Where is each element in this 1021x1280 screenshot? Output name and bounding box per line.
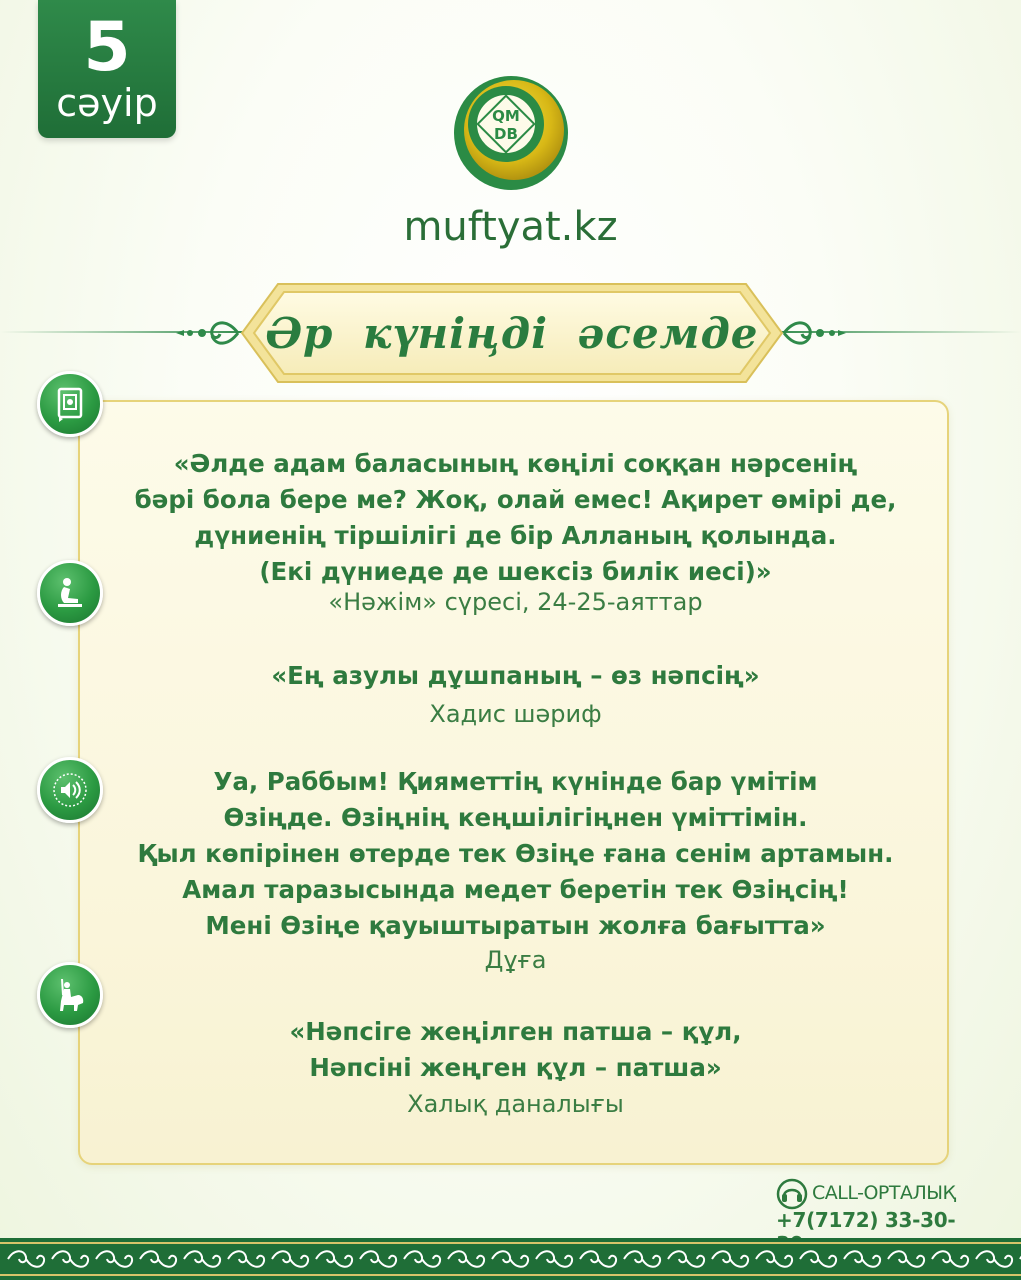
- section-hadith: [80, 658, 951, 730]
- quote-line: Амал таразысында медет беретін тек Өзіңсің!: [182, 875, 849, 904]
- quote-source: Дұға: [484, 946, 547, 974]
- quote-line: «Әлде адам баласының көңілі соққан нәрсенің: [173, 449, 858, 478]
- call-center-phone[interactable]: +7(7172) 33-30-: [776, 1208, 956, 1232]
- section-folk-wisdom: [80, 1014, 951, 1120]
- call-center-label: CALL-ОРТАЛЫҚ: [812, 1182, 956, 1204]
- call-center[interactable]: [776, 1178, 976, 1234]
- quote-line: Мені Өзіңе қауыштыратын жолға бағытта»: [205, 911, 826, 940]
- section-dua: [80, 764, 951, 976]
- quote-line: (Екі дүниеде де шексіз билік иесі)»: [259, 557, 772, 586]
- headset-icon: [776, 1178, 808, 1210]
- quote-line: «Ең азулы дұшпаның – өз нәпсің»: [271, 661, 760, 690]
- quote-line: Нәпсіні жеңген құл – патша»: [309, 1053, 722, 1082]
- quote-source: Халық даналығы: [407, 1090, 624, 1118]
- quote-line: дүниенің тіршілігі де бір Алланың қолында.: [194, 521, 837, 550]
- section-quran-verse: [80, 446, 951, 618]
- ornament-left-icon: [172, 310, 242, 356]
- quote-line: бәрі бола бере ме? Жоқ, олай емес! Ақирет өмірі де,: [134, 485, 897, 514]
- quote-source: Хадис шәриф: [429, 700, 602, 728]
- date-month: сәуір: [56, 81, 158, 125]
- quote-source: «Нәжім» сүресі, 24-25-аяттар: [328, 588, 703, 616]
- date-day: 5: [83, 8, 131, 87]
- site-name[interactable]: muftyat.kz: [403, 204, 618, 250]
- date-badge: [38, 0, 176, 138]
- quran-icon: [37, 371, 103, 437]
- quote-line: Өзіңде. Өзіңнің кеңшілігіңнен үміттімін.: [223, 803, 808, 832]
- logo-letters-top: QM: [492, 107, 520, 125]
- footer-ornament: [0, 1238, 1021, 1280]
- quote-line: Уа, Раббым! Қияметтің күнінде бар үмітім: [213, 767, 818, 796]
- muftyat-logo: [452, 72, 570, 194]
- page-title: Әр күніңді әсемде: [265, 308, 759, 358]
- ornament-right-icon: [780, 310, 850, 356]
- logo-letters-bottom: DB: [494, 125, 518, 143]
- quote-line: «Нәпсіге жеңілген патша – құл,: [289, 1017, 742, 1046]
- quote-line: Қыл көпірінен өтерде тек Өзіңе ғана сенім артамын.: [137, 839, 894, 868]
